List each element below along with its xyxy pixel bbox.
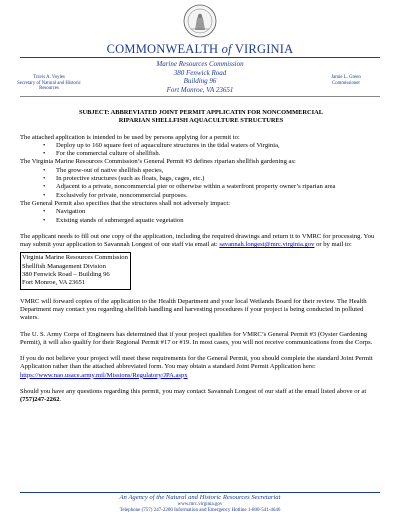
header-rule <box>20 96 380 97</box>
list-item: • Deploy up to 160 square feet of aquaculture structures in the tidal waters of Virginia, <box>56 142 382 150</box>
jpa-link[interactable]: https://www.nao.usace.army.mil/Missions/Regulatory/JPA.aspx <box>20 371 188 379</box>
virginia-seal-icon <box>183 4 217 38</box>
mailing-address-box <box>20 252 131 289</box>
impact-paragraph: The General Permit also specifies that the structures shall not adversely impact: <box>20 199 231 207</box>
list-item: • Existing stands of submerged aquatic vegetation <box>56 217 382 225</box>
standard-paragraph: If you do not believe your project will meet these requirements for the General Permit, you should complete the standard Joint Permit Application rather than the attached abbreviated form. You may obtain a standard Joint Permit Application here: https://www.nao.usace.army.mil/Missions/Regulatory/JPA.aspx <box>20 355 373 379</box>
phone-number: (757)247-2262 <box>20 396 60 404</box>
intro-paragraph: The attached application is intended to be used by persons applying for a permit to: <box>20 133 240 141</box>
commission-name: Marine Resources Commission <box>156 60 244 68</box>
secretary-title-1: Secretary of Natural and Historic <box>17 80 81 86</box>
forward-paragraph: VMRC will forward copies of the application to the Health Department and your local Wetlands Board for their review. The Health Department may contact you regarding shellfish handling and harvesting procedures if your project is being conducted in polluted waters. <box>20 297 367 322</box>
mail-line: Virginia Marine Resources Commission <box>22 254 128 262</box>
footer <box>0 494 400 514</box>
footer-website[interactable]: www.mrc.virginia.gov <box>177 502 223 507</box>
intro-list <box>20 142 382 159</box>
commissioner-name: Jamie L. Green <box>331 75 361 80</box>
questions-paragraph: Should you have any questions regarding this permit, you may contact Savannah Longest of our staff at the email listed above or at (757)247-2262. <box>20 388 367 404</box>
submit-paragraph: The applicant needs to fill out one copy of the application, including the required drawings and return it to VMRC for processing. You may submit your application to Savannah Longest of our staff via email at: savannah.longest@mrc.virginia.gov or by mail to: <box>20 232 375 249</box>
list-item: • For the commercial culture of shellfish. <box>56 150 382 158</box>
mail-line: Shellfish Management Division <box>22 262 106 270</box>
secretary-title-2: Resources <box>39 86 59 92</box>
title-rule <box>20 57 380 58</box>
defines-list <box>20 167 382 200</box>
address-line-3: Fort Monroe, VA 23651 <box>166 85 234 94</box>
list-item: • Navigation <box>56 208 382 216</box>
mail-line: 380 Fenwick Road – Building 96 <box>22 271 110 279</box>
commissioner-title: Commissioner <box>332 80 360 86</box>
agency-title: COMMONWEALTH of VIRGINIA <box>106 42 294 56</box>
address-line-2: Building 96 <box>183 77 217 86</box>
mail-line: Fort Monroe, VA 23651 <box>22 279 86 287</box>
footer-phone: Telephone (757) 247-2200 Information and Emergency Hotline 1-800-541-4646 <box>119 508 281 514</box>
list-item: • Exclusively for private, noncommercial purposes. <box>56 192 382 200</box>
secretary-name: Travis A. Voyles <box>33 75 65 80</box>
email-link[interactable]: savannah.longest@mrc.virginia.gov <box>219 241 315 249</box>
corps-paragraph: The U. S. Army Corps of Engineers has determined that if your project qualifies for VMRC’s General Permit #3 (Oyster Gardening Permit), it will also qualify for their Regional Permit #17 or #19. In most cases, you will not receive communications from the Corps. <box>20 330 373 346</box>
list-item: • The grow-out of native shellfish species, <box>56 167 382 175</box>
secretary-block <box>10 75 88 92</box>
defines-paragraph: The Virginia Marine Resources Commission’s General Permit #3 defines riparian shellfish gardening as: <box>20 158 296 166</box>
list-item: • In protective structures (such as floats, bags, cages, etc.) <box>56 175 382 183</box>
commissioner-block <box>320 75 372 86</box>
letter-body <box>20 101 382 405</box>
footer-tagline: An Agency of the Natural and Historic Resources Secretariat <box>119 494 281 501</box>
impact-list <box>20 208 382 225</box>
footer-rule <box>20 492 380 493</box>
list-item: • Adjacent to a private, noncommercial pier or otherwise within a waterfront property owner’s riparian area <box>56 183 382 191</box>
address-line-1: 380 Fenwick Road <box>173 68 227 77</box>
subject-line: SUBJECT: ABBREVIATED JOINT PERMIT APPLICATIN FOR NONCOMMERCIAL RIPARIAN SHELLFISH AQUACULTURE STRUCTURES <box>78 109 324 124</box>
